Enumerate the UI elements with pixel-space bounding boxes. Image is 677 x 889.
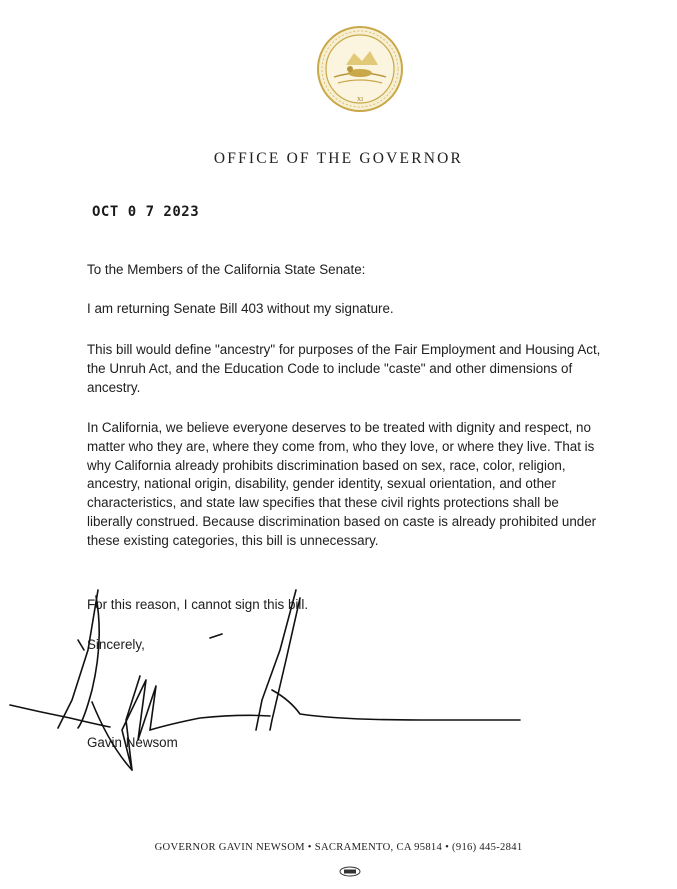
paragraph-return-bill: I am returning Senate Bill 403 without my signature. — [87, 301, 394, 316]
date-stamp: OCT 0 7 2023 — [92, 204, 200, 220]
salutation: To the Members of the California State Senate: — [87, 262, 366, 277]
state-seal-icon — [316, 25, 404, 113]
paragraph-reason: For this reason, I cannot sign this bill. — [87, 597, 309, 612]
svg-text:XI: XI — [356, 97, 364, 103]
closing: Sincerely, — [87, 637, 145, 652]
printing-union-label-icon — [339, 866, 361, 877]
paragraph-california-policy: In California, we believe everyone deserves to be treated with dignity and respect, no matter who they are, where they come from, who they love, or where they live. That is why California already prohibits discrimination based on sex, race, color, religion, ancestry, national origin, disability, gender identity, sexual orientation, and other characteristics, and state law specifies that these civil rights protections shall be liberally construed. Because discrimination based on caste is already prohibited under these existing categories, this bill is unnecessary. — [87, 420, 597, 548]
paragraph-bill-definition: This bill would define "ancestry" for purposes of the Fair Employment and Housing Act, the Unruh Act, and the Education Code to include "caste" and other dimensions of ancestry. — [87, 342, 601, 395]
office-title: OFFICE OF THE GOVERNOR — [213, 150, 464, 167]
signer-name: Gavin Newsom — [87, 735, 178, 750]
footer-address: GOVERNOR GAVIN NEWSOM • SACRAMENTO, CA 95814 • (916) 445-2841 — [154, 842, 523, 853]
